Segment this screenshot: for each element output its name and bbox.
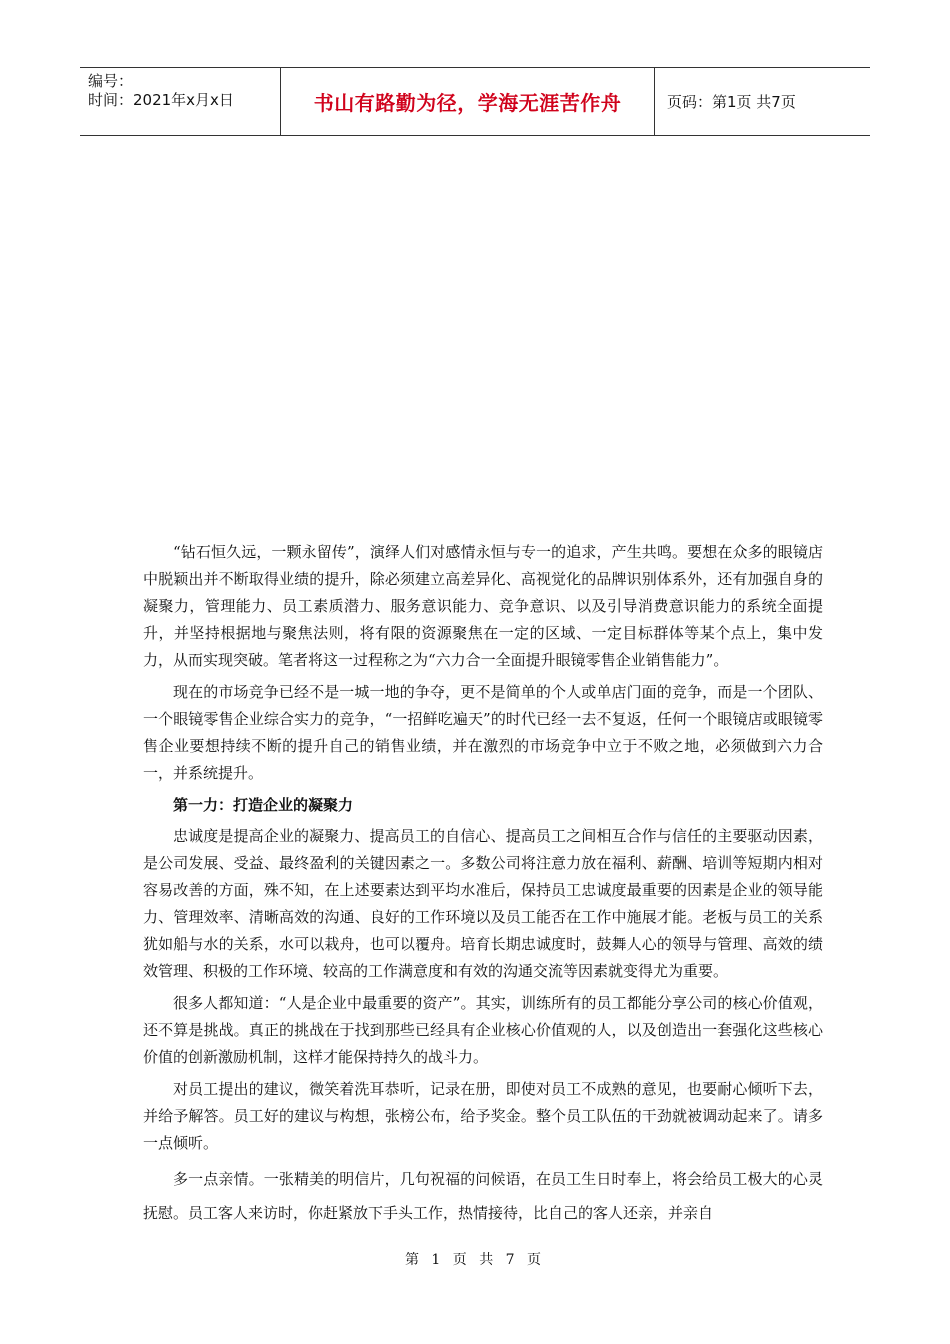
header-meta: [80, 68, 281, 135]
paragraph-listening: 对员工提出的建议，微笑着洗耳恭听，记录在册，即使对员工不成熟的意见，也要耐心倾听下去，并给予解答。员工好的建议与构想，张榜公布，给予奖金。整个员工队伍的干劲就被调动起来了。请多一点倾听。: [143, 1080, 823, 1152]
document-number: 编号：: [88, 72, 134, 90]
page-header: [80, 67, 870, 136]
page-footer: 第 1 页 共 7 页: [404, 1252, 546, 1268]
document-body: [143, 539, 823, 1235]
paragraph-affection: 多一点亲情。一张精美的明信片，几句祝福的问候语，在员工生日时奉上，将会给员工极大的心灵抚慰。员工客人来访时，你赶紧放下手头工作，热情接待，比自己的客人还亲，并亲自: [143, 1170, 823, 1222]
paragraph-loyalty: 忠诚度是提高企业的凝聚力、提高员工的自信心、提高员工之间相互合作与信任的主要驱动因素，是公司发展、受益、最终盈利的关键因素之一。多数公司将注意力放在福利、薪酬、培训等短期内相对容易改善的方面，殊不知，在上述要素达到平均水准后，保持员工忠诚度最重要的因素是企业的领导能力、管理效率、清晰高效的沟通、良好的工作环境以及员工能否在工作中施展才能。老板与员工的关系犹如船与水的关系，水可以栽舟，也可以覆舟。培育长期忠诚度时，鼓舞人心的领导与管理、高效的绩效管理、积极的工作环境、较高的工作满意度和有效的沟通交流等因素就变得尤为重要。: [143, 827, 823, 980]
paragraph-competition: 现在的市场竞争已经不是一城一地的争夺，更不是简单的个人或单店门面的竞争，而是一个团队、一个眼镜零售企业综合实力的竞争，“一招鲜吃遍天”的时代已经一去不复返，任何一个眼镜店或眼镜零售企业要想持续不断的提升自己的销售业绩，并在激烈的市场竞争中立于不败之地，必须做到六力合一，并系统提升。: [143, 683, 823, 782]
paragraph-values: 很多人都知道：“人是企业中最重要的资产”。其实，训练所有的员工都能分享公司的核心价值观，还不算是挑战。真正的挑战在于找到那些已经具有企业核心价值观的人，以及创造出一套强化这些核心价值的创新激励机制，这样才能保持持久的战斗力。: [143, 994, 823, 1066]
section-heading: 第一力：打造企业的凝聚力: [173, 796, 354, 814]
paragraph-intro: “钻石恒久远，一颗永留传”，演绎人们对感情永恒与专一的追求，产生共鸣。要想在众多的眼镜店中脱颖出并不断取得业绩的提升，除必须建立高差异化、高视觉化的品牌识别体系外，还有加强自身的凝聚力，管理能力、员工素质潜力、服务意识能力、竞争意识、以及引导消费意识能力的系统全面提升，并坚持根据地与聚焦法则，将有限的资源聚焦在一定的区域、一定目标群体等某个点上，集中发力，从而实现突破。笔者将这一过程称之为“六力合一全面提升眼镜零售企业销售能力”。: [143, 543, 823, 669]
header-motto: 书山有路勤为径，学海无涯苦作舟: [281, 68, 655, 135]
header-page-info: 页码：第1页 共7页: [667, 93, 796, 111]
document-time: 时间：2021年x月x日: [88, 91, 234, 109]
